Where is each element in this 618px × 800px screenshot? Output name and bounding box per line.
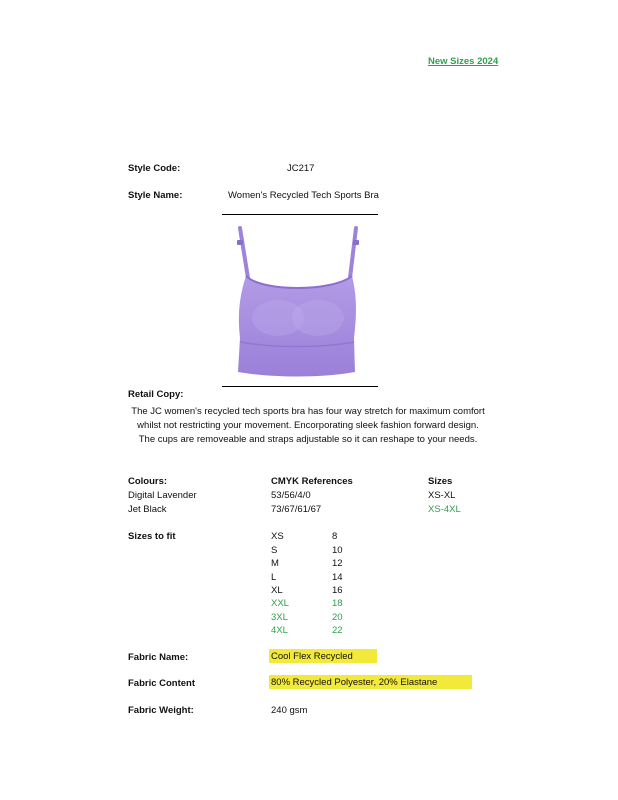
- size-label: XL: [271, 585, 283, 596]
- left-strap-slider: [237, 240, 243, 245]
- image-top-rule: [222, 214, 378, 215]
- retail-copy-text: The JC women's recycled tech sports bra has four way stretch for maximum comfort whilst not restricting your movement. Encorporating sleek fashion forward design. The cups are removeable and straps adjustable so it can reshape to your needs.: [131, 406, 485, 445]
- size-label: XS: [271, 531, 284, 542]
- fabric-name-label: Fabric Name:: [128, 652, 189, 663]
- cmyk-header: CMYK References: [271, 476, 353, 487]
- size-fit: 16: [332, 585, 343, 596]
- size-label: L: [271, 572, 277, 583]
- style-code-label: Style Code:: [128, 163, 181, 174]
- style-code-value: JC217: [287, 163, 315, 174]
- right-strap: [350, 228, 356, 278]
- size-label: S: [271, 545, 278, 556]
- sizes-header: Sizes: [428, 476, 453, 487]
- new-sizes-2024-link[interactable]: New Sizes 2024: [428, 56, 499, 67]
- colour-name: Digital Lavender: [128, 490, 197, 501]
- size-fit: 12: [332, 558, 343, 569]
- colour-cmyk: 73/67/61/67: [271, 504, 322, 515]
- size-fit: 22: [332, 625, 343, 636]
- right-strap-slider: [353, 240, 359, 245]
- style-name-value: Women's Recycled Tech Sports Bra: [228, 190, 379, 201]
- fabric-weight-label: Fabric Weight:: [128, 705, 194, 716]
- colour-sizes: XS-4XL: [428, 504, 461, 515]
- size-fit: 14: [332, 572, 343, 583]
- fabric-content-label: Fabric Content: [128, 678, 196, 689]
- colour-cmyk: 53/56/4/0: [271, 490, 311, 501]
- size-label: M: [271, 558, 279, 569]
- image-bottom-rule: [222, 386, 378, 387]
- size-fit: 20: [332, 612, 343, 623]
- product-image: [222, 220, 372, 380]
- size-label: 3XL: [271, 612, 288, 623]
- size-label: XXL: [271, 598, 289, 609]
- fabric-content-value: 80% Recycled Polyester, 20% Elastane: [271, 677, 438, 688]
- right-cup-shading: [292, 300, 344, 336]
- size-fit: 10: [332, 545, 343, 556]
- size-fit: 18: [332, 598, 343, 609]
- colour-name: Jet Black: [128, 504, 167, 515]
- colours-header: Colours:: [128, 476, 168, 487]
- style-name-label: Style Name:: [128, 190, 183, 201]
- retail-copy-label: Retail Copy:: [128, 389, 184, 400]
- size-fit: 8: [332, 531, 338, 542]
- left-strap: [240, 228, 248, 278]
- sizes-to-fit-label: Sizes to fit: [128, 531, 176, 542]
- colour-sizes: XS-XL: [428, 490, 456, 501]
- fabric-name-value: Cool Flex Recycled: [271, 651, 353, 662]
- fabric-weight-value: 240 gsm: [271, 705, 308, 716]
- size-label: 4XL: [271, 625, 288, 636]
